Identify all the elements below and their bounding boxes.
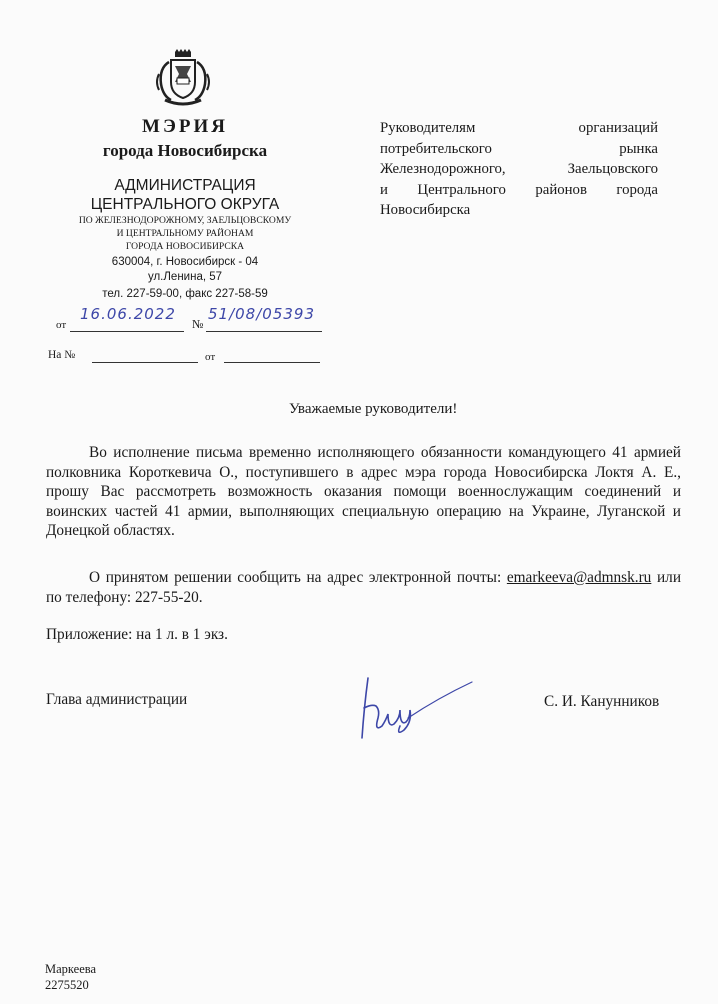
paragraph-2-text: О принятом решении сообщить на адрес электронной почты: (89, 569, 502, 586)
reference-date-label: от (205, 351, 216, 363)
coat-of-arms-icon (153, 48, 213, 106)
handwritten-signature (350, 668, 480, 748)
phone-fax: тел. 227-59-00, факс 227-58-59 (102, 288, 268, 300)
address-line-2: ул.Ленина, 57 (147, 271, 223, 283)
recipient-line-4: и Центрального районов города (380, 181, 658, 198)
districts-line-3: ГОРОДА НОВОСИБИРСКА (125, 241, 245, 252)
date-underline (70, 331, 184, 332)
reference-number-label: На № (48, 349, 76, 361)
mayor-city: города Новосибирска (102, 141, 268, 160)
reference-number-underline (92, 362, 198, 363)
appendix: Приложение: на 1 л. в 1 экз. (46, 626, 228, 643)
recipient-line-3: Железнодорожного, Заельцовского (380, 161, 658, 177)
email-link[interactable]: emarkeeva@admnsk.ru (506, 569, 652, 586)
districts-line-1: ПО ЖЕЛЕЗНОДОРОЖНОМУ, ЗАЕЛЬЦОВСКОМУ (78, 215, 292, 226)
districts-line-2: И ЦЕНТРАЛЬНОМУ РАЙОНАМ (116, 228, 254, 239)
paragraph-2-tail: или по телефону: 227-55-20. (46, 569, 682, 606)
handwritten-number: 51/08/05393 (208, 305, 315, 323)
signatory-name: С. И. Канунников (544, 693, 660, 710)
administration-title: АДМИНИСТРАЦИЯ (114, 177, 256, 194)
paragraph-2 (46, 568, 681, 607)
recipient-line-2: потребительского рынка (380, 140, 658, 157)
mayor-office-title: МЭРИЯ (142, 116, 228, 137)
reference-date-underline (224, 362, 320, 363)
recipient-line-1: Руководителям организаций (380, 120, 658, 136)
recipient-block (380, 118, 658, 200)
address-line-1: 630004, г. Новосибирск - 04 (111, 256, 259, 268)
signatory-title: Глава администрации (46, 691, 188, 708)
recipient-line-5: Новосибирска (380, 202, 471, 218)
executor-name: Маркеева (45, 962, 97, 976)
paragraph-1: Во исполнение письма временно исполняющего обязанности командующего 41 армией полковника Короткевича О., поступившего в адрес мэра города Новосибирска Локтя А. Е., прошу Вас рассмотреть возможность оказания помощи военнослужащим соединений и воинских частей 41 армии, выполняющих специальную операцию на Украине, Луганской и Донецкой областях. (46, 444, 681, 539)
handwritten-date: 16.06.2022 (80, 305, 176, 323)
number-label: № (192, 317, 204, 331)
district-title: ЦЕНТРАЛЬНОГО ОКРУГА (90, 196, 280, 213)
date-label: от (56, 319, 67, 331)
number-underline (206, 331, 322, 332)
salutation: Уважаемые руководители! (289, 401, 458, 417)
executor-phone: 2275520 (45, 978, 89, 992)
